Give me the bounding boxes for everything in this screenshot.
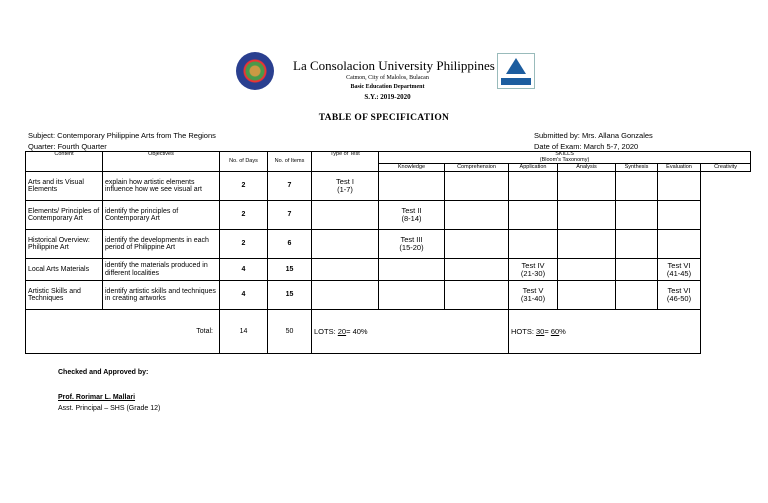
skill-cell: Test I (1-7) (312, 171, 379, 200)
skill-cell: Test II (8-14) (379, 200, 445, 229)
date-of-exam: Date of Exam: March 5-7, 2020 (534, 142, 639, 151)
skill-cell: Test IV (21-30) (509, 259, 558, 281)
skill-comprehension: Comprehension (445, 164, 509, 171)
skill-cell (616, 281, 658, 310)
approver-name: Prof. Rorimar L. Mallari (58, 394, 136, 401)
skill-cell (445, 200, 509, 229)
skill-cell (509, 171, 558, 200)
skill-cell (379, 171, 445, 200)
items-cell: 7 (268, 171, 312, 200)
content-cell: Elements/ Principles of Contemporary Art (26, 200, 103, 229)
table-row (26, 230, 751, 259)
subject-line: Subject: Contemporary Philippine Arts from The Regions (28, 131, 216, 140)
triangle-mark-icon (506, 58, 526, 74)
skill-cell (616, 171, 658, 200)
content-cell: Arts and its Visual Elements (26, 171, 103, 200)
objective-cell: identify the principles of Contemporary Art (103, 200, 220, 229)
skill-cell (558, 230, 616, 259)
table-row (26, 259, 751, 281)
skill-cell (658, 230, 701, 259)
skill-cell (379, 281, 445, 310)
header-content: Content (26, 152, 103, 172)
address: Catmon, City of Malolos, Bulacan (346, 75, 429, 81)
school-year: S.Y.: 2019-2020 (364, 93, 411, 101)
objective-cell: identify the developments in each period of Philippine Art (103, 230, 220, 259)
hots-summary (509, 310, 701, 354)
hots-prefix: HOTS: (511, 326, 537, 336)
skill-cell (312, 230, 379, 259)
skill-cell (445, 259, 509, 281)
skill-cell (509, 230, 558, 259)
items-cell: 15 (268, 281, 312, 310)
skill-cell: Test III (15-20) (379, 230, 445, 259)
skills-label: SKILLS (555, 151, 574, 158)
hots-eq: = (544, 326, 551, 336)
skill-cell (445, 171, 509, 200)
skill-cell (558, 171, 616, 200)
days-cell: 2 (220, 200, 268, 229)
approval-label: Checked and Approved by: (58, 369, 149, 376)
days-cell: 2 (220, 171, 268, 200)
skill-synthesis: Synthesis (616, 164, 658, 171)
quarter-line: Quarter: Fourth Quarter (28, 142, 107, 151)
days-cell: 4 (220, 281, 268, 310)
content-cell: Local Arts Materials (26, 259, 103, 281)
objective-cell: explain how artistic elements influence how we see visual art (103, 171, 220, 200)
table-row (26, 281, 751, 310)
department: Basic Education Department (350, 84, 425, 90)
skill-cell (616, 230, 658, 259)
total-days: 14 (220, 310, 268, 354)
skill-cell (616, 200, 658, 229)
document-title: TABLE OF SPECIFICATION (318, 113, 450, 123)
skill-evaluation: Evaluation (658, 164, 701, 171)
days-cell: 2 (220, 230, 268, 259)
content-cell: Artistic Skills and Techniques (26, 281, 103, 310)
lots-summary (312, 310, 509, 354)
skill-cell (445, 281, 509, 310)
skill-cell (558, 200, 616, 229)
skill-creativity: Creativity (701, 164, 751, 171)
skill-cell (445, 230, 509, 259)
university-name: La Consolacion University Philippines (293, 58, 495, 73)
skill-cell: Test V (31-40) (509, 281, 558, 310)
objective-cell: identify artistic skills and techniques in creating artworks (103, 281, 220, 310)
skill-cell (558, 281, 616, 310)
taxonomy-label: (Bloom's Taxonomy) (539, 156, 590, 163)
lots-prefix: LOTS: (314, 326, 338, 336)
skill-analysis: Analysis (558, 164, 616, 171)
header-items: No. of Items (268, 152, 312, 172)
hots-value: 30 (536, 326, 545, 336)
skill-knowledge: Knowledge (379, 164, 445, 171)
days-cell: 4 (220, 259, 268, 281)
items-cell: 6 (268, 230, 312, 259)
hots-suffix: % (559, 326, 566, 336)
lots-value: 20 (337, 326, 347, 336)
header-skills (379, 152, 751, 164)
table-row (26, 171, 751, 200)
skill-cell (509, 200, 558, 229)
header-days: No. of Days (220, 152, 268, 172)
skill-cell: Test VI (46-50) (658, 281, 701, 310)
approver-position: Asst. Principal – SHS (Grade 12) (58, 405, 161, 412)
total-label: Total: (26, 310, 220, 354)
skill-cell (558, 259, 616, 281)
content-cell: Historical Overview: Philippine Art (26, 230, 103, 259)
submitted-by: Submitted by: Mrs. Allana Gonzales (534, 131, 653, 140)
skill-cell (312, 200, 379, 229)
skill-cell (312, 281, 379, 310)
university-seal-icon (236, 52, 274, 90)
certification-logo-icon (497, 53, 535, 89)
skill-cell (658, 171, 701, 200)
logo-banner (501, 78, 531, 85)
table-row (26, 200, 751, 229)
items-cell: 7 (268, 200, 312, 229)
skill-cell (616, 259, 658, 281)
items-cell: 15 (268, 259, 312, 281)
skill-cell (312, 259, 379, 281)
total-items: 50 (268, 310, 312, 354)
specification-table (25, 151, 751, 354)
skill-application: Application (509, 164, 558, 171)
hots-pct: 60 (550, 326, 560, 336)
lots-suffix: = 40% (346, 326, 368, 336)
skill-cell (379, 259, 445, 281)
skill-cell: Test VI (41-45) (658, 259, 701, 281)
objective-cell: identify the materials produced in different localities (103, 259, 220, 281)
header-type-of-test: Type of Test (312, 152, 379, 172)
skill-cell (658, 200, 701, 229)
header-objectives: Objectives (103, 152, 220, 172)
